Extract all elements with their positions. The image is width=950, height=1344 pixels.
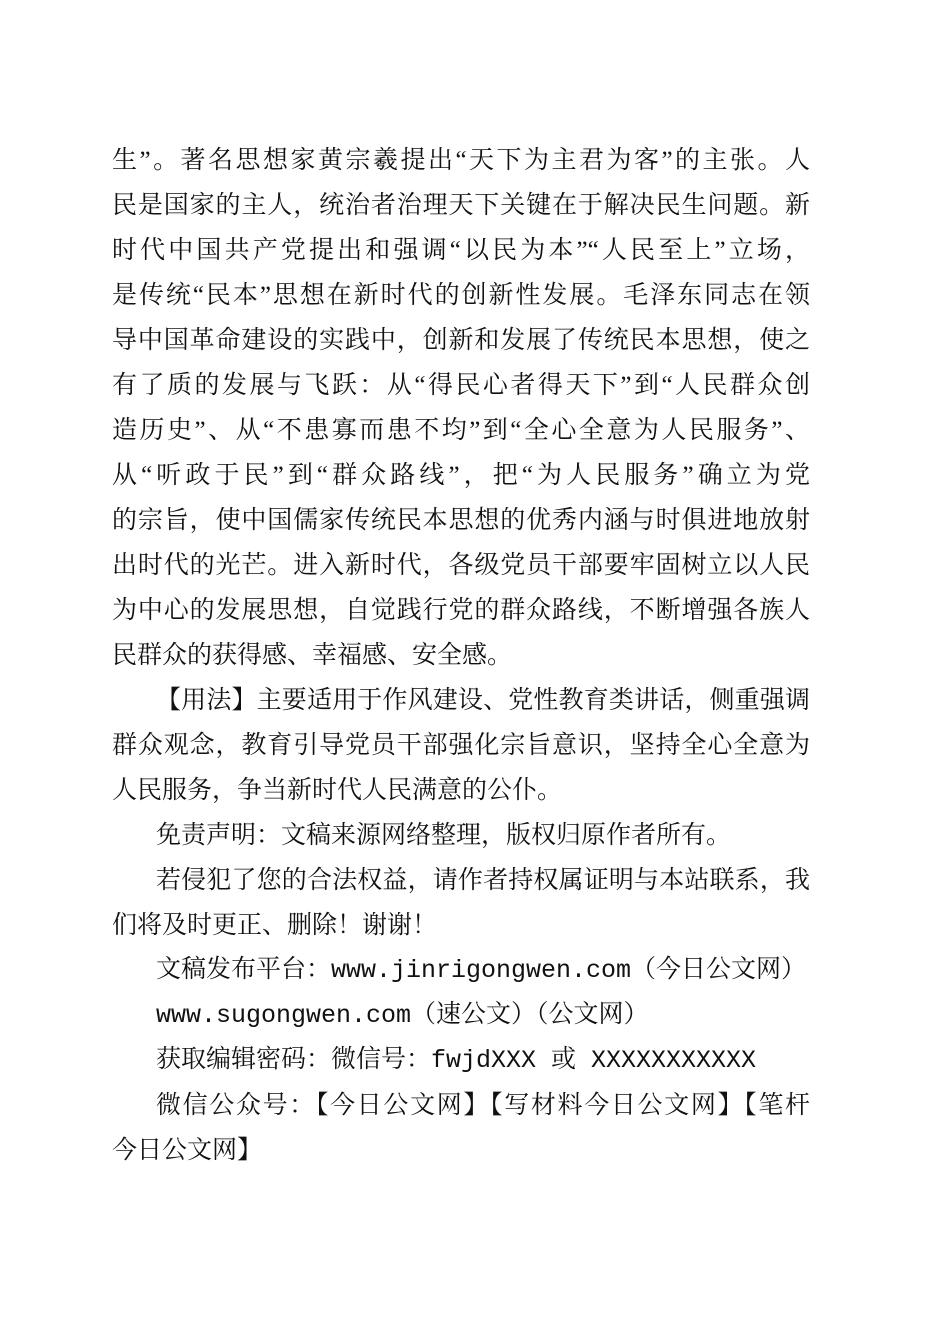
text-line: 群众观念，教育引导党员干部强化宗旨意识，坚持全心全意为 bbox=[112, 732, 810, 759]
text-line: 有了质的发展与飞跃：从“得民心者得天下”到“人民群众创 bbox=[112, 372, 810, 399]
text-line: 【用法】主要适用于作风建设、党性教育类讲话，侧重强调 bbox=[156, 687, 810, 714]
text-line: 的宗旨，使中国儒家传统民本思想的优秀内涵与时俱进地放射 bbox=[112, 507, 810, 534]
text-line: 民是国家的主人，统治者治理天下关键在于解决民生问题。新 bbox=[112, 192, 810, 219]
text-line: 造历史”、从“不患寡而患不均”到“全心全意为人民服务”、 bbox=[112, 417, 810, 444]
text-line: 为中心的发展思想，自觉践行党的群众路线，不断增强各族人 bbox=[112, 597, 810, 624]
text-line-wechat-id: 获取编辑密码：微信号：fwjdXXX 或 XXXXXXXXXXX bbox=[156, 1046, 757, 1075]
text-line: 从“听政于民”到“群众路线”，把“为人民服务”确立为党 bbox=[112, 462, 810, 489]
text-line-wechat-accounts: 微信公众号：【今日公文网】【写材料今日公文网】【笔杆 bbox=[156, 1092, 810, 1119]
text-line-website: www.sugongwen.com（速公文）（公文网） bbox=[156, 1001, 649, 1030]
text-line: 人民服务，争当新时代人民满意的公仆。 bbox=[112, 777, 563, 804]
document-text-block bbox=[112, 138, 810, 1173]
text-line: 导中国革命建设的实践中，创新和发展了传统民本思想，使之 bbox=[112, 327, 810, 354]
text-line: 们将及时更正、删除！谢谢！ bbox=[112, 912, 438, 939]
text-line: 时代中国共产党提出和强调“以民为本”“人民至上”立场， bbox=[112, 237, 810, 264]
text-line: 若侵犯了您的合法权益，请作者持权属证明与本站联系，我 bbox=[156, 867, 810, 894]
text-line: 免责声明：文稿来源网络整理，版权归原作者所有。 bbox=[156, 822, 732, 849]
text-line: 今日公文网】 bbox=[112, 1137, 263, 1164]
text-line: 生”。著名思想家黄宗羲提出“天下为主君为客”的主张。人 bbox=[112, 147, 810, 174]
text-line: 出时代的光芒。进入新时代，各级党员干部要牢固树立以人民 bbox=[112, 552, 810, 579]
text-line: 民群众的获得感、幸福感、安全感。 bbox=[112, 642, 513, 669]
text-line-publish-platform: 文稿发布平台：www.jinrigongwen.com（今日公文网） bbox=[156, 956, 807, 985]
text-line: 是传统“民本”思想在新时代的创新性发展。毛泽东同志在领 bbox=[112, 282, 810, 309]
